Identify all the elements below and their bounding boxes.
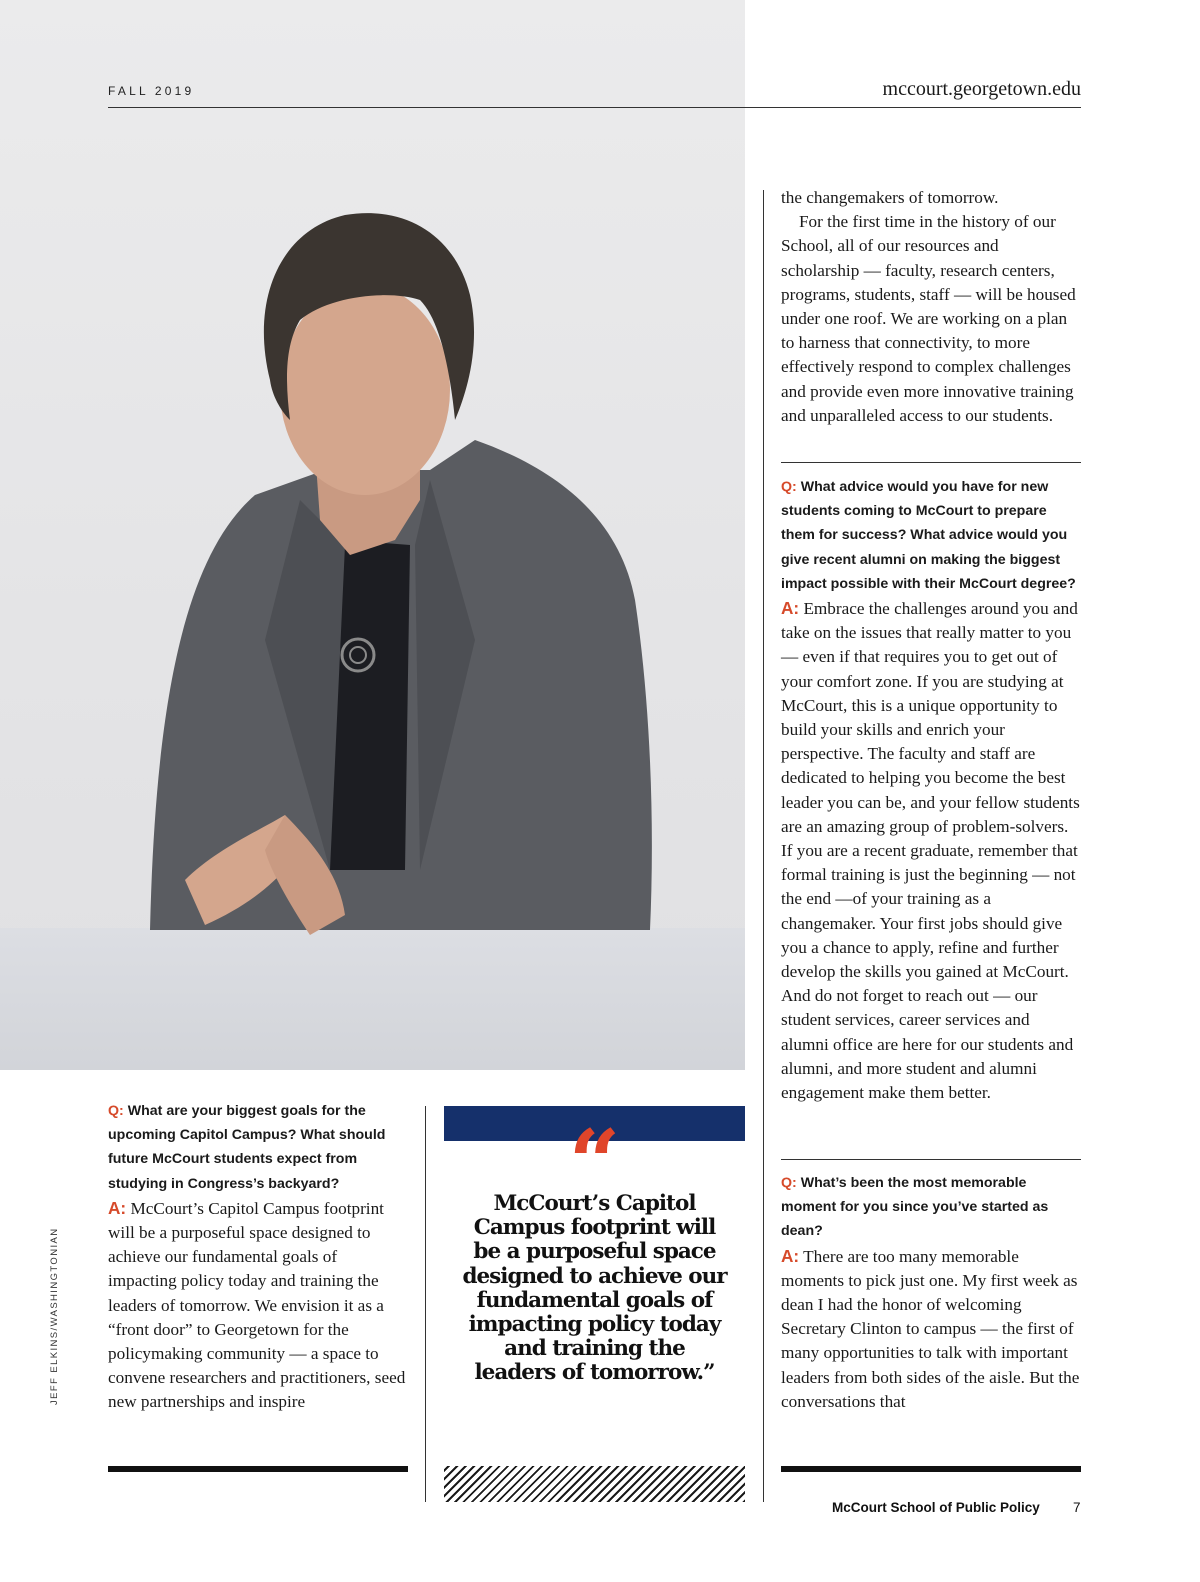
column-divider-left bbox=[425, 1106, 426, 1502]
answer-1 bbox=[108, 1196, 408, 1415]
pull-quote: McCourt’s Capitol Campus footprint will be a purposeful space designed to achieve our fundamental goals of impacting policy today and training the leaders of tomorrow.” bbox=[462, 1191, 727, 1386]
answer-marker: A: bbox=[781, 1245, 800, 1266]
answer-1-text: McCourt’s Capitol Campus footprint will be a purposeful space designed to achieve our fundamental goals of impacting policy today and training the leaders of tomorrow. We envision it as a “front door” to Georgetown for the policymaking community — a space to convene researchers and practitioners, seed new partnerships and inspire bbox=[108, 1198, 406, 1412]
column-divider-right bbox=[763, 190, 764, 1502]
question-marker: Q: bbox=[108, 1103, 124, 1119]
right-column-qa-3 bbox=[781, 1171, 1081, 1414]
header-rule bbox=[108, 107, 1081, 108]
footer-publication: McCourt School of Public Policy bbox=[832, 1500, 1040, 1515]
portrait-photo bbox=[0, 0, 745, 1070]
answer-marker: A: bbox=[781, 598, 800, 619]
question-3 bbox=[781, 1171, 1081, 1244]
right-column-top bbox=[781, 186, 1081, 428]
page-number: 7 bbox=[1073, 1500, 1081, 1515]
section-rule-2 bbox=[781, 1159, 1081, 1160]
photo-credit: JEFF ELKINS/WASHINGTONIAN bbox=[49, 1227, 60, 1405]
question-1-text: What are your biggest goals for the upcoming Capitol Campus? What should future McCourt students expect from studying in Congress’s backyard? bbox=[108, 1103, 386, 1192]
left-column-end-rule bbox=[108, 1466, 408, 1472]
answer-2-text: Embrace the challenges around you and take on the issues that really matter to you — even if that requires you to get out of your comfort zone. If you are studying at McCourt, this is a unique opportunity to build your skills and enrich your perspective. The faculty and staff are dedicated to helping you become the best leader you can be, and your fellow students are an amazing group of problem-solvers. If you are a recent graduate, remember that formal training is just the beginning — not the end —of your training as a changemaker. Your first jobs should give you a chance to apply, refine and further develop the skills you gained at McCourt. And do not forget to reach out — our student services, career services and alumni office are here for our students and alumni, and more student and alumni engagement make them better. bbox=[781, 599, 1080, 1103]
question-marker: Q: bbox=[781, 1175, 797, 1191]
portrait-illustration bbox=[0, 0, 745, 1070]
pull-quote-hatch bbox=[444, 1466, 745, 1502]
right-column-qa-2 bbox=[781, 475, 1081, 1105]
continuation-text: the changemakers of tomorrow. bbox=[781, 188, 999, 207]
question-1 bbox=[108, 1099, 408, 1196]
question-marker: Q: bbox=[781, 479, 797, 495]
issue-label: FALL 2019 bbox=[108, 84, 195, 98]
right-column-end-rule bbox=[781, 1466, 1081, 1472]
left-column bbox=[108, 1099, 408, 1415]
question-2-text: What advice would you have for new students coming to McCourt to prepare them for success? What advice would you give recent alumni on making the biggest impact possible with their McCourt degree? bbox=[781, 479, 1076, 592]
question-3-text: What’s been the most memorable moment for you since you’ve started as dean? bbox=[781, 1175, 1049, 1240]
answer-3 bbox=[781, 1244, 1081, 1414]
section-rule-1 bbox=[781, 462, 1081, 463]
answer-marker: A: bbox=[108, 1197, 127, 1218]
answer-3-text: There are too many memorable moments to pick just one. My first week as dean I had the honor of welcoming Secretary Clinton to campus — the first of many opportunities to talk with important leaders from both sides of the aisle. But the conversations that bbox=[781, 1246, 1080, 1411]
quote-mark-icon: “ bbox=[568, 1110, 621, 1216]
answer-2 bbox=[781, 596, 1081, 1105]
site-url: mccourt.georgetown.edu bbox=[882, 78, 1081, 100]
body-paragraph: For the first time in the history of our School, all of our resources and scholarship — faculty, research centers, programs, students, staff — will be housed under one roof. We are working on a plan to harness that connectivity, to more effectively respond to complex challenges and provide even more innovative training and unparalleled access to our students. bbox=[781, 212, 1076, 425]
question-2 bbox=[781, 475, 1081, 596]
